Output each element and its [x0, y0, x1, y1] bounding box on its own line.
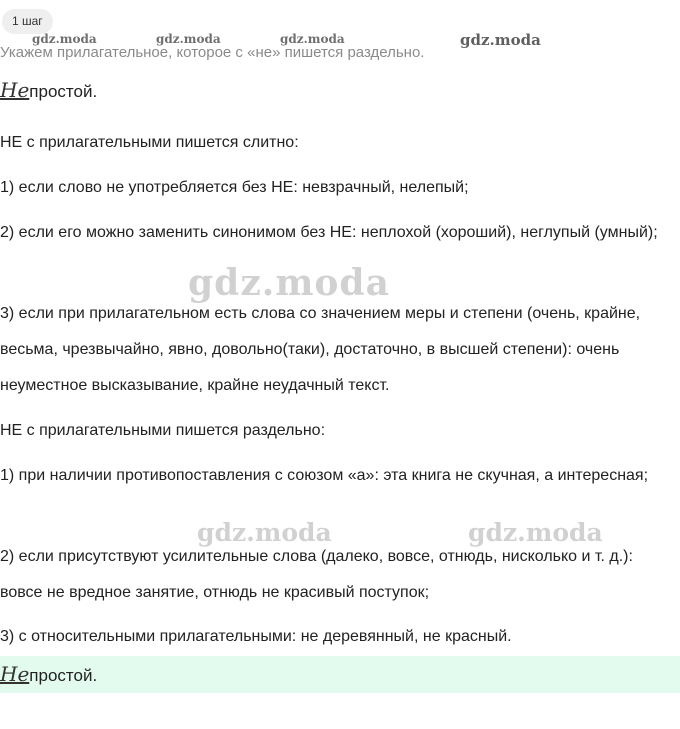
handwritten-prefix: Не: [0, 78, 30, 102]
watermark: gdz.moda: [460, 31, 541, 49]
razdelno-heading: НЕ с прилагательными пишется раздельно:: [0, 422, 326, 439]
rule-slitno-2: 2) если его можно заменить синонимом без НЕ: неплохой (хороший), неглупый (умный);: [0, 224, 658, 241]
rule-slitno-3: 3) если при прилагательном есть слова со значением меры и степени (очень, крайне, весьма, чрезвычайно, явно, довольно(таки), достаточно, в высшей степени): очень неуместное высказывание, крайне неудачный текст.: [0, 305, 641, 394]
answer-rest: простой.: [29, 666, 98, 685]
rule-slitno-1: 1) если слово не употребляется без НЕ: невзрачный, нелепый;: [0, 179, 469, 196]
watermark: gdz.moda: [156, 32, 221, 46]
answer-handwritten-prefix: Не: [0, 662, 30, 686]
rule-razdelno-2: 2) если присутствуют усилительные слова (далеко, вовсе, отнюдь, нисколько и т. д.): вовсе не вредное занятие, отнюдь не красивый поступок;: [0, 548, 633, 601]
watermark: gdz.moda: [197, 518, 332, 547]
slitno-heading: НЕ с прилагательными пишется слитно:: [0, 134, 299, 151]
watermark-large: gdz.moda: [188, 262, 390, 304]
watermark: gdz.moda: [32, 32, 97, 46]
intro-text: Укажем прилагательное, которое с «не» пишется раздельно.: [0, 44, 425, 61]
word-rest: простой.: [29, 82, 98, 101]
step-badge: 1 шаг: [2, 9, 53, 34]
watermark: gdz.moda: [468, 518, 603, 547]
rule-razdelno-3: 3) с относительными прилагательными: не деревянный, не красный.: [0, 628, 512, 645]
word-line: [0, 72, 676, 110]
rule-razdelno-1: 1) при наличии противопоставления с союзом «а»: эта книга не скучная, а интересная;: [0, 467, 649, 484]
answer-box: [0, 656, 680, 693]
watermark: gdz.moda: [280, 32, 345, 46]
